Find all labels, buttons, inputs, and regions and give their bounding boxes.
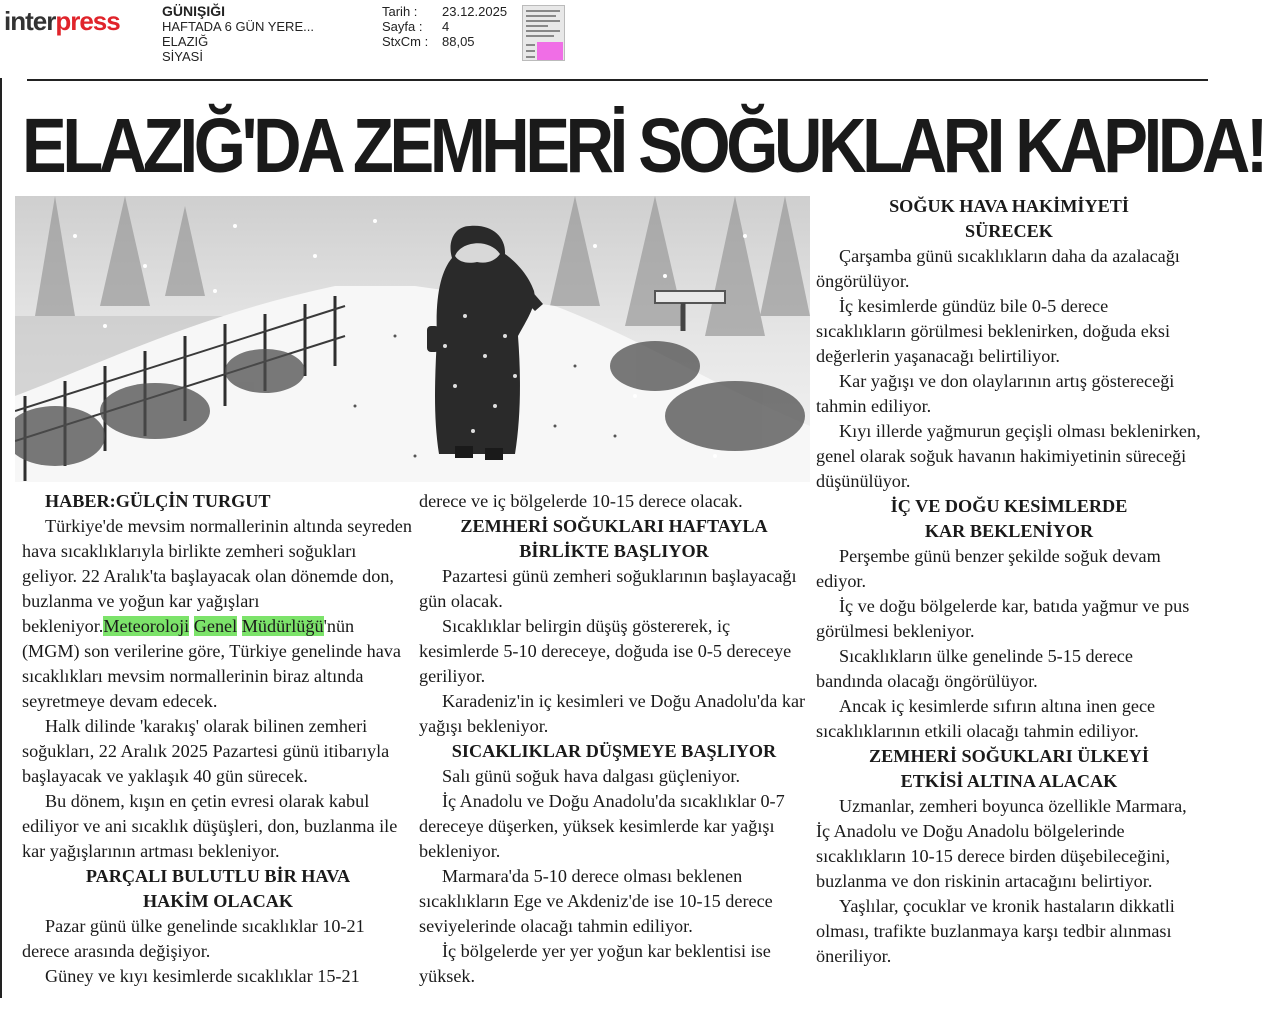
stxcm-value: 88,05 — [442, 34, 475, 49]
page-thumbnail[interactable] — [522, 5, 565, 61]
byline: HABER:GÜLÇİN TURGUT — [45, 491, 271, 511]
section-heading: SICAKLIKLAR DÜŞMEYE BAŞLIYOR — [451, 741, 777, 761]
snow-scene-image — [15, 196, 810, 482]
paragraph: Uzmanlar, zemheri boyunca özellikle Marmara, İç Anadolu ve Doğu Anadolu bölgelerinde sıcaklıkların 10-15 derece birden düşebileceğini, buzlanma ve don riskinin artacağını belirtiyor. — [816, 796, 1187, 891]
top-rule — [27, 79, 1208, 81]
highlighted-term: Müdürlüğü — [241, 616, 324, 636]
paragraph: Bu dönem, kışın en çetin evresi olarak kabul ediliyor ve ani sıcaklık düşüşleri, don, buzlanma ile kar yağışlarının artması bekleniyor. — [22, 791, 398, 861]
article-column-2 — [419, 489, 809, 989]
article-column-3 — [816, 194, 1202, 969]
paragraph: Ancak iç kesimlerde sıfırın altına inen gece sıcaklıklarının etkili olacağı tahmin ediliyor. — [816, 696, 1156, 741]
publication-city: ELAZIĞ — [162, 34, 209, 49]
paragraph: derece ve iç bölgelerde 10-15 derece olacak. — [419, 491, 743, 511]
paragraph: Yaşlılar, çocuklar ve kronik hastaların dikkatli olması, trafikte buzlanmaya karşı tedbir alınması öneriliyor. — [816, 896, 1175, 966]
publication-category: SİYASİ — [162, 49, 203, 64]
paragraph: Sıcaklıklar belirgin düşüş göstererek, iç kesimlerde 5-10 dereceye, doğuda ise 0-5 dereceye geriliyor. — [419, 616, 792, 686]
snow-photo — [15, 196, 810, 482]
paragraph: İç bölgelerde yer yer yoğun kar beklentisi ise yüksek. — [419, 941, 771, 986]
date-row: Tarih : 23.12.2025 — [382, 4, 508, 19]
paragraph: İç ve doğu bölgelerde kar, batıda yağmur ve pus görülmesi bekleniyor. — [816, 596, 1190, 641]
paragraph: Halk dilinde 'karakış' olarak bilinen zemheri soğukları, 22 Aralık 2025 Pazartesi günü itibarıyla başlayacak ve yaklaşık 40 gün sürecek. — [22, 716, 390, 786]
clip-meta — [382, 4, 507, 49]
page-value: 4 — [442, 19, 450, 34]
section-heading: ZEMHERİ SOĞUKLARI HAFTAYLA BİRLİKTE BAŞLIYOR — [460, 516, 768, 561]
paragraph: Pazartesi günü zemheri soğuklarının başlayacağı gün olacak. — [419, 566, 797, 611]
stxcm-row: StxCm : 88,05 — [382, 34, 475, 49]
highlighted-article-marker — [537, 42, 563, 60]
paragraph: Güney ve kıyı kesimlerde sıcaklıklar 15-21 — [45, 966, 360, 986]
highlighted-term: Genel — [193, 616, 238, 636]
section-heading: PARÇALI BULUTLU BİR HAVA HAKİM OLACAK — [85, 866, 351, 911]
paragraph: Kıyı illerde yağmurun geçişli olması beklenirken, genel olarak soğuk havanın hakimiyetinin süreceği düşünülüyor. — [816, 421, 1201, 491]
section-heading: ZEMHERİ SOĞUKLARI ÜLKEYİ ETKİSİ ALTINA ALACAK — [869, 746, 1149, 791]
publication-name: GÜNIŞIĞI — [162, 3, 226, 19]
paragraph: İç kesimlerde gündüz bile 0-5 derece sıcaklıkların görülmesi beklenirken, doğuda eksi değerlerin yaşanacağı belirtiliyor. — [816, 296, 1171, 366]
article-headline: ELAZIĞ'DA ZEMHERİ SOĞUKLARI KAPIDA! — [22, 103, 1264, 189]
section-heading: İÇ VE DOĞU KESİMLERDE KAR BEKLENİYOR — [890, 496, 1128, 541]
article-column-1 — [22, 489, 414, 989]
date-value: 23.12.2025 — [442, 4, 508, 19]
page-row: Sayfa : 4 — [382, 19, 450, 34]
paragraph: Türkiye'de mevsim normallerinin altında seyreden hava sıcaklıklarıyla birlikte zemheri soğukları geliyor. 22 Aralık'ta başlayacak olan dönemde don, buzlanma ve yoğun kar yağışları bekleniyor.Meteoroloji Genel Müdürlüğü'nün (MGM) son verilerine göre, Türkiye genelinde hava sıcaklıkları mevsim normallerinin biraz altında seyretmeye devam edecek. — [22, 516, 412, 711]
paragraph: Perşembe günü benzer şekilde soğuk devam ediyor. — [816, 546, 1161, 591]
left-border — [0, 78, 2, 998]
interpress-logo: interpress — [4, 6, 120, 36]
highlighted-term: Meteoroloji — [103, 616, 190, 636]
paragraph: Karadeniz'in iç kesimleri ve Doğu Anadolu'da kar yağışı bekleniyor. — [419, 691, 806, 736]
section-heading: SOĞUK HAVA HAKİMİYETİ SÜRECEK — [889, 196, 1129, 241]
paragraph: Sıcaklıkların ülke genelinde 5-15 derece bandında olacağı öngörülüyor. — [816, 646, 1133, 691]
paragraph: Çarşamba günü sıcaklıkların daha da azalacağı öngörülüyor. — [816, 246, 1180, 291]
publication-frequency: HAFTADA 6 GÜN YERE... — [162, 19, 314, 34]
paragraph: Marmara'da 5-10 derece olması beklenen sıcaklıkların Ege ve Akdeniz'de ise 10-15 derece seviyelerinde olacağı tahmin ediliyor. — [419, 866, 773, 936]
publication-info — [162, 4, 314, 64]
paragraph: Kar yağışı ve don olaylarının artış göstereceği tahmin ediliyor. — [816, 371, 1175, 416]
paragraph: İç Anadolu ve Doğu Anadolu'da sıcaklıklar 0-7 dereceye düşerken, yüksek kesimlerde kar yağışı bekleniyor. — [419, 791, 785, 861]
clipping-header — [0, 0, 1266, 70]
paragraph: Salı günü soğuk hava dalgası güçleniyor. — [442, 766, 741, 786]
paragraph: Pazar günü ülke genelinde sıcaklıklar 10-21 derece arasında değişiyor. — [22, 916, 365, 961]
